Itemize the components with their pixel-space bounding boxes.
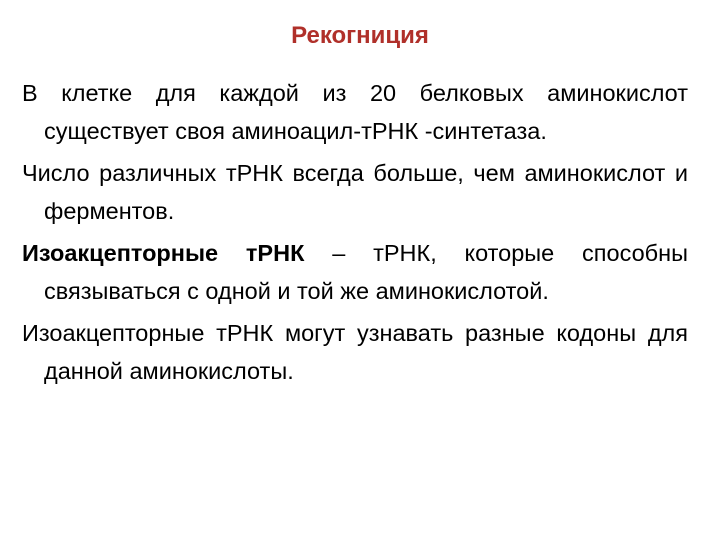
term-isoacceptor-trna: Изоакцепторные тРНК bbox=[22, 240, 305, 266]
slide-body bbox=[22, 74, 688, 394]
slide-title: Рекогниция bbox=[291, 22, 429, 49]
paragraph-isoacceptor-definition bbox=[22, 234, 688, 310]
paragraph-trna-count: Число различных тРНК всегда больше, чем аминокислот и ферментов. bbox=[22, 160, 688, 224]
definition-text: – тРНК, которые способны связываться с одной и той же аминокислотой. bbox=[44, 240, 689, 304]
paragraph-synthetase: В клетке для каждой из 20 белковых аминокислот существует своя аминоацил-тРНК -синтетаза. bbox=[22, 80, 688, 144]
paragraph-codon-recognition: Изоакцепторные тРНК могут узнавать разные кодоны для данной аминокислоты. bbox=[22, 320, 688, 384]
